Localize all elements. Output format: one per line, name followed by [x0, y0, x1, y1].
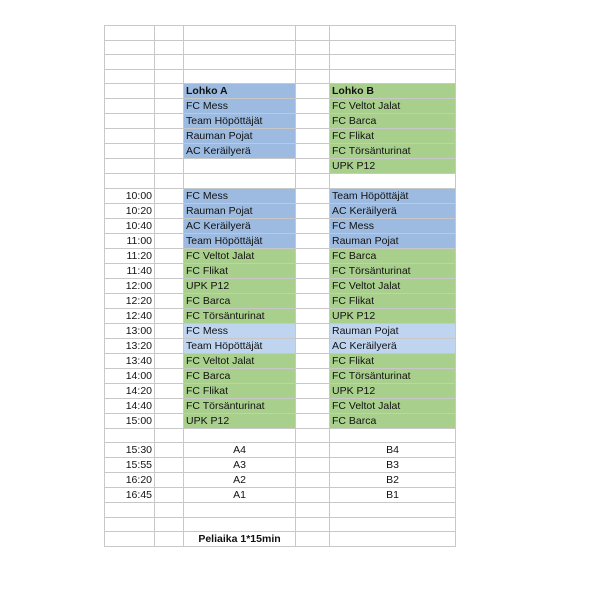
table-cell	[296, 293, 330, 308]
table-cell	[155, 55, 184, 70]
table-cell	[296, 413, 330, 428]
table-cell	[296, 443, 330, 458]
table-row	[105, 293, 456, 308]
table-cell: Lohko A	[184, 84, 296, 99]
table-cell	[296, 40, 330, 55]
table-cell	[296, 188, 330, 203]
table-cell: 13:00	[105, 323, 155, 338]
table-cell: 10:40	[105, 218, 155, 233]
table-cell	[155, 368, 184, 383]
table-cell: FC Törsänturinat	[184, 398, 296, 413]
table-cell: 11:20	[105, 248, 155, 263]
table-cell: A2	[184, 473, 296, 488]
table-cell: 15:30	[105, 443, 155, 458]
table-cell: 13:20	[105, 338, 155, 353]
table-cell	[184, 55, 296, 70]
table-row	[105, 473, 456, 488]
table-cell	[105, 129, 155, 144]
table-row	[105, 353, 456, 368]
table-cell	[296, 203, 330, 218]
table-cell: 14:40	[105, 398, 155, 413]
table-row	[105, 323, 456, 338]
table-cell	[330, 174, 456, 189]
table-row	[105, 159, 456, 174]
table-cell	[184, 517, 296, 532]
table-row	[105, 278, 456, 293]
table-cell: A1	[184, 488, 296, 503]
table-cell	[296, 398, 330, 413]
table-cell	[296, 428, 330, 443]
table-cell: FC Veltot Jalat	[330, 278, 456, 293]
table-cell: FC Barca	[330, 413, 456, 428]
table-cell	[296, 338, 330, 353]
table-cell	[155, 218, 184, 233]
table-cell: A4	[184, 443, 296, 458]
table-cell	[155, 129, 184, 144]
table-cell: UPK P12	[330, 383, 456, 398]
table-cell: 15:00	[105, 413, 155, 428]
table-cell	[296, 174, 330, 189]
table-row	[105, 69, 456, 84]
table-cell	[155, 144, 184, 159]
table-cell: FC Barca	[184, 368, 296, 383]
table-cell	[155, 458, 184, 473]
table-cell	[296, 233, 330, 248]
table-cell: FC Mess	[184, 99, 296, 114]
table-cell	[155, 517, 184, 532]
table-cell: FC Törsänturinat	[330, 144, 456, 159]
table-cell: FC Törsänturinat	[330, 368, 456, 383]
table-cell	[330, 40, 456, 55]
table-cell: 14:00	[105, 368, 155, 383]
table-cell	[155, 338, 184, 353]
table-row	[105, 55, 456, 70]
table-cell	[296, 488, 330, 503]
table-cell	[155, 353, 184, 368]
table-cell: UPK P12	[330, 159, 456, 174]
table-cell: FC Flikat	[330, 293, 456, 308]
table-row	[105, 248, 456, 263]
table-cell	[330, 517, 456, 532]
table-row	[105, 368, 456, 383]
table-cell: FC Veltot Jalat	[184, 248, 296, 263]
table-cell	[296, 323, 330, 338]
table-cell: FC Barca	[330, 248, 456, 263]
table-cell	[155, 323, 184, 338]
table-row	[105, 40, 456, 55]
table-cell	[296, 368, 330, 383]
table-cell	[155, 308, 184, 323]
table-cell	[155, 443, 184, 458]
table-cell: Rauman Pojat	[330, 323, 456, 338]
table-row	[105, 532, 456, 547]
table-cell	[155, 278, 184, 293]
table-cell	[184, 174, 296, 189]
table-row	[105, 488, 456, 503]
table-cell: Rauman Pojat	[184, 203, 296, 218]
table-row	[105, 174, 456, 189]
table-cell	[155, 26, 184, 41]
table-cell: 15:55	[105, 458, 155, 473]
table-cell: 11:40	[105, 263, 155, 278]
table-cell	[105, 159, 155, 174]
table-cell	[330, 69, 456, 84]
table-cell	[330, 503, 456, 518]
table-row	[105, 218, 456, 233]
table-row	[105, 308, 456, 323]
table-cell: A3	[184, 458, 296, 473]
table-cell	[296, 114, 330, 129]
table-row	[105, 114, 456, 129]
table-cell	[105, 428, 155, 443]
table-cell: B1	[330, 488, 456, 503]
table-row	[105, 99, 456, 114]
table-cell	[105, 55, 155, 70]
table-cell: FC Törsänturinat	[184, 308, 296, 323]
table-cell: FC Barca	[330, 114, 456, 129]
table-row	[105, 383, 456, 398]
table-cell	[155, 114, 184, 129]
table-cell: UPK P12	[184, 278, 296, 293]
table-cell: Rauman Pojat	[330, 233, 456, 248]
table-cell: FC Flikat	[330, 353, 456, 368]
table-row	[105, 413, 456, 428]
table-cell	[105, 114, 155, 129]
table-cell: 12:20	[105, 293, 155, 308]
table-cell: Peliaika 1*15min	[184, 532, 296, 547]
schedule-grid	[104, 25, 456, 547]
table-cell: AC Keräilyerä	[184, 144, 296, 159]
table-cell	[155, 233, 184, 248]
table-cell	[296, 218, 330, 233]
table-cell	[330, 428, 456, 443]
table-cell	[155, 473, 184, 488]
table-row	[105, 84, 456, 99]
table-cell: FC Veltot Jalat	[330, 398, 456, 413]
table-cell	[296, 159, 330, 174]
table-cell	[155, 84, 184, 99]
table-cell: Team Höpöttäjät	[184, 114, 296, 129]
table-row	[105, 517, 456, 532]
table-cell	[296, 517, 330, 532]
table-cell	[105, 517, 155, 532]
table-cell	[155, 398, 184, 413]
table-cell	[155, 263, 184, 278]
table-cell: FC Barca	[184, 293, 296, 308]
table-cell	[296, 353, 330, 368]
table-row	[105, 428, 456, 443]
table-cell: 13:40	[105, 353, 155, 368]
table-cell: 16:20	[105, 473, 155, 488]
table-cell: B2	[330, 473, 456, 488]
table-cell	[155, 503, 184, 518]
table-cell	[296, 99, 330, 114]
table-cell: B4	[330, 443, 456, 458]
table-cell	[296, 129, 330, 144]
table-cell	[155, 293, 184, 308]
table-cell	[105, 174, 155, 189]
table-cell	[105, 503, 155, 518]
table-cell	[155, 532, 184, 547]
table-cell	[184, 26, 296, 41]
table-cell	[296, 473, 330, 488]
table-row	[105, 203, 456, 218]
table-cell	[296, 84, 330, 99]
table-cell: AC Keräilyerä	[184, 218, 296, 233]
table-row	[105, 188, 456, 203]
table-cell: UPK P12	[330, 308, 456, 323]
table-row	[105, 443, 456, 458]
table-row	[105, 144, 456, 159]
table-cell: Rauman Pojat	[184, 129, 296, 144]
table-cell	[296, 278, 330, 293]
table-cell	[184, 503, 296, 518]
table-cell	[296, 383, 330, 398]
table-cell: B3	[330, 458, 456, 473]
table-cell: Team Höpöttäjät	[184, 233, 296, 248]
table-row	[105, 129, 456, 144]
table-row	[105, 338, 456, 353]
table-cell	[105, 99, 155, 114]
table-cell: 14:20	[105, 383, 155, 398]
table-row	[105, 503, 456, 518]
table-cell	[296, 503, 330, 518]
table-row	[105, 263, 456, 278]
table-cell: FC Mess	[330, 218, 456, 233]
table-cell: 10:00	[105, 188, 155, 203]
table-cell	[330, 532, 456, 547]
table-cell	[155, 174, 184, 189]
table-cell	[155, 69, 184, 84]
table-cell: 12:00	[105, 278, 155, 293]
table-cell	[296, 248, 330, 263]
table-cell	[296, 55, 330, 70]
table-cell	[184, 40, 296, 55]
table-cell	[330, 26, 456, 41]
table-cell	[184, 428, 296, 443]
table-cell: FC Veltot Jalat	[184, 353, 296, 368]
table-cell	[105, 84, 155, 99]
table-cell	[296, 308, 330, 323]
table-cell: FC Veltot Jalat	[330, 99, 456, 114]
table-cell: Lohko B	[330, 84, 456, 99]
table-cell: UPK P12	[184, 413, 296, 428]
table-cell: AC Keräilyerä	[330, 338, 456, 353]
table-cell	[105, 40, 155, 55]
schedule-grid-body	[105, 26, 456, 547]
table-row	[105, 458, 456, 473]
table-cell	[155, 159, 184, 174]
table-cell: FC Törsänturinat	[330, 263, 456, 278]
table-cell	[155, 40, 184, 55]
table-cell	[296, 532, 330, 547]
table-cell	[155, 488, 184, 503]
table-cell: FC Flikat	[330, 129, 456, 144]
table-cell: 16:45	[105, 488, 155, 503]
table-cell	[155, 383, 184, 398]
table-cell	[155, 413, 184, 428]
table-cell: FC Mess	[184, 188, 296, 203]
table-cell	[296, 69, 330, 84]
table-cell: 10:20	[105, 203, 155, 218]
table-row	[105, 233, 456, 248]
table-cell: Team Höpöttäjät	[330, 188, 456, 203]
table-cell	[155, 428, 184, 443]
table-cell	[155, 248, 184, 263]
table-cell	[296, 263, 330, 278]
table-cell	[105, 532, 155, 547]
table-cell: 11:00	[105, 233, 155, 248]
table-cell	[155, 99, 184, 114]
table-cell	[296, 144, 330, 159]
table-row	[105, 26, 456, 41]
table-cell	[184, 159, 296, 174]
table-cell	[105, 26, 155, 41]
table-cell: 12:40	[105, 308, 155, 323]
table-cell: Team Höpöttäjät	[184, 338, 296, 353]
table-cell	[184, 69, 296, 84]
table-cell: FC Mess	[184, 323, 296, 338]
table-cell: FC Flikat	[184, 383, 296, 398]
table-cell	[105, 144, 155, 159]
table-cell	[105, 69, 155, 84]
table-cell	[296, 458, 330, 473]
table-cell	[330, 55, 456, 70]
table-cell	[155, 188, 184, 203]
table-cell	[155, 203, 184, 218]
table-cell: AC Keräilyerä	[330, 203, 456, 218]
table-cell: FC Flikat	[184, 263, 296, 278]
table-cell	[296, 26, 330, 41]
table-row	[105, 398, 456, 413]
